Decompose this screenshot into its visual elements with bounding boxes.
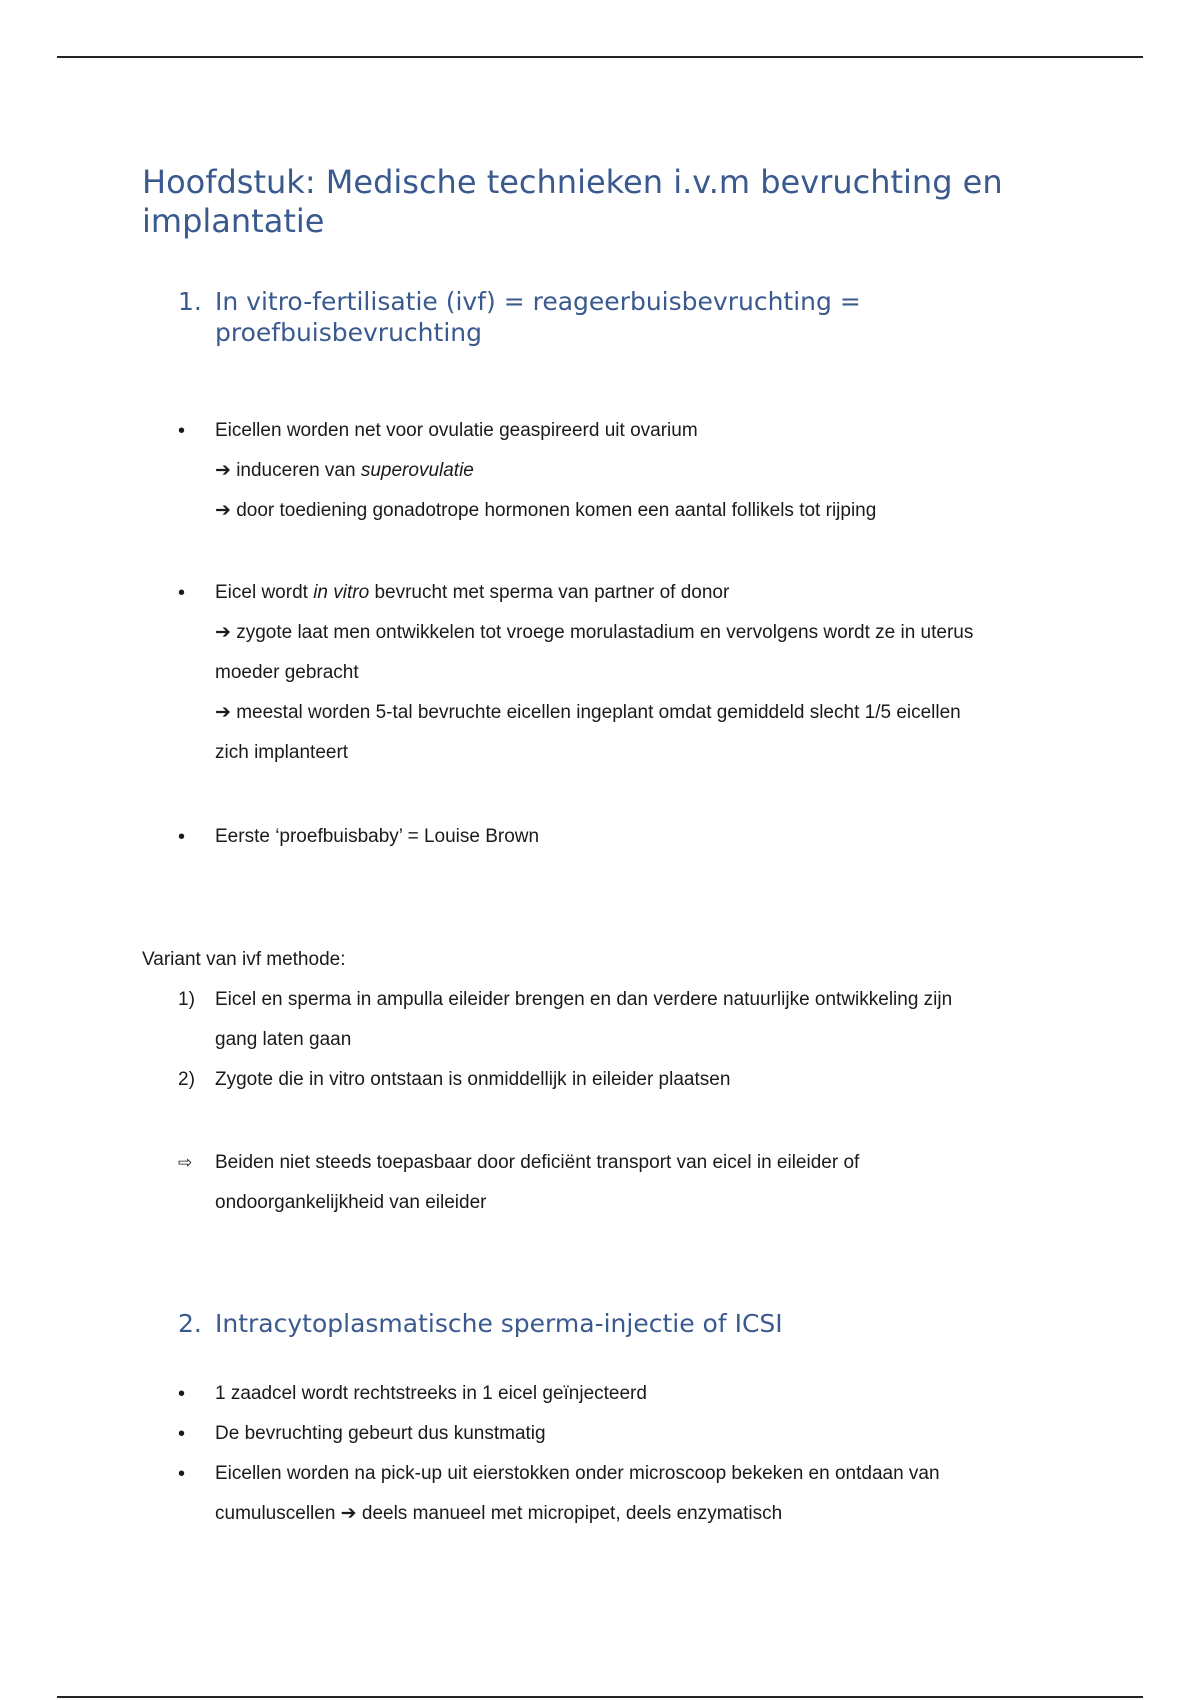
section-1-title: In vitro-fertilisatie (ivf) = reageerbuisbevruchting = proefbuisbevruchting — [215, 287, 861, 347]
note-item-continued: ondoorgankelijkheid van eileider — [215, 1192, 487, 1213]
sub-item: ➔ zygote laat men ontwikkelen tot vroege morulastadium en vervolgens wordt ze in uterus — [215, 622, 974, 643]
variant-label: Variant van ivf methode: — [142, 949, 346, 970]
list-item-continued: gang laten gaan — [215, 1029, 352, 1050]
section-2-number: 2. — [178, 1309, 202, 1338]
list-item: • Eerste ‘proefbuisbaby’ = Louise Brown — [178, 817, 1058, 857]
sub-item-continued: zich implanteert — [215, 742, 349, 763]
arrow-icon: ➔ — [215, 460, 231, 481]
bullet-icon: • — [178, 826, 186, 848]
arrow-icon: ➔ — [215, 622, 231, 643]
list-item: • Eicellen worden net voor ovulatie geaspireerd uit ovarium — [178, 411, 1058, 451]
bullet-icon: • — [178, 582, 186, 604]
sub-item: ➔ induceren van superovulatie — [215, 460, 474, 481]
ivf-bullet-2 — [178, 573, 1058, 773]
bullet-icon: • — [178, 1423, 186, 1445]
sub-item-continued: moeder gebracht — [215, 662, 359, 683]
hollow-arrow-icon: ⇨ — [178, 1153, 193, 1172]
bullet-icon: • — [178, 1463, 186, 1485]
list-item-continued: cumuluscellen ➔ deels manueel met micropipet, deels enzymatisch — [215, 1503, 783, 1524]
ivf-bullet-1 — [178, 411, 1058, 531]
list-item: 1) Eicel en sperma in ampulla eileider brengen en dan verdere natuurlijke ontwikkeling zijn — [178, 980, 1058, 1020]
sub-item: ➔ meestal worden 5-tal bevruchte eicellen ingeplant omdat gemiddeld slecht 1/5 eicellen — [215, 702, 961, 723]
list-item: • De bevruchting gebeurt dus kunstmatig — [178, 1414, 1058, 1454]
variant-note — [178, 1143, 1058, 1223]
icsi-list — [178, 1374, 1058, 1534]
bullet-icon: • — [178, 420, 186, 442]
section-1-number: 1. — [178, 287, 202, 316]
note-item: ⇨ Beiden niet steeds toepasbaar door deficiënt transport van eicel in eileider of — [178, 1143, 1058, 1183]
list-item: 2) Zygote die in vitro ontstaan is onmiddellijk in eileider plaatsen — [178, 1060, 1058, 1100]
list-number: 2) — [178, 1069, 195, 1090]
section-2-heading — [178, 1308, 1078, 1339]
arrow-icon: ➔ — [340, 1503, 357, 1524]
header-rule — [57, 56, 1143, 58]
list-item: • Eicel wordt in vitro bevrucht met sperma van partner of donor — [178, 573, 1058, 613]
arrow-icon: ➔ — [215, 500, 231, 521]
section-1-heading — [178, 286, 1078, 348]
sub-item: ➔ door toediening gonadotrope hormonen komen een aantal follikels tot rijping — [215, 500, 877, 521]
page-title: Hoofdstuk: Medische technieken i.v.m bevruchting en implantatie — [142, 163, 1003, 240]
arrow-icon: ➔ — [215, 702, 231, 723]
list-item: • Eicellen worden na pick-up uit eierstokken onder microscoop bekeken en ontdaan van — [178, 1454, 1058, 1494]
variant-list — [178, 980, 1058, 1100]
footer-rule — [57, 1696, 1143, 1698]
list-item: • 1 zaadcel wordt rechtstreeks in 1 eicel geïnjecteerd — [178, 1374, 1058, 1414]
bullet-icon: • — [178, 1383, 186, 1405]
section-2-title: Intracytoplasmatische sperma-injectie of ICSI — [215, 1309, 783, 1338]
list-number: 1) — [178, 989, 195, 1010]
ivf-bullet-3 — [178, 817, 1058, 857]
